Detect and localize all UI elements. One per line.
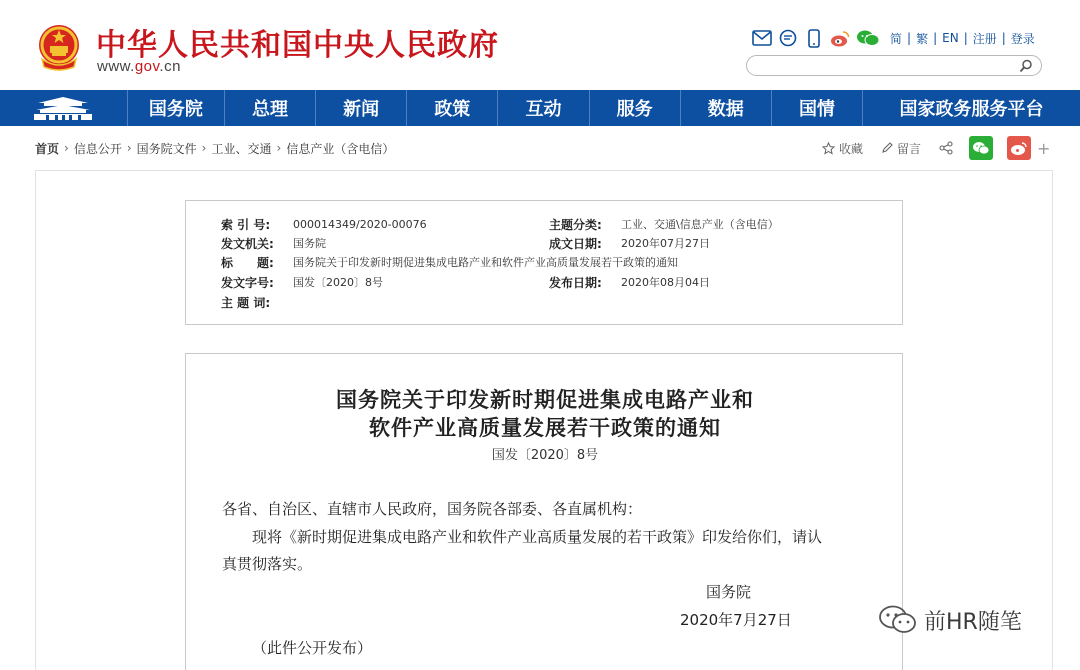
main-nav (0, 90, 1080, 126)
lang-simplified-link[interactable]: 简 (890, 31, 903, 46)
nav-item-data[interactable] (680, 90, 771, 126)
document-body-line2: 真贯彻落实。 (222, 555, 313, 573)
weibo-icon (1010, 141, 1028, 156)
search-box (746, 55, 1042, 76)
mobile-icon[interactable] (804, 28, 824, 48)
meta-created-row (549, 234, 710, 252)
document-metadata (185, 200, 903, 325)
site-url-prefix: www. (97, 58, 135, 75)
divider: | (907, 31, 912, 45)
meta-index-value: 000014349/2020-00076 (293, 217, 427, 231)
nav-item-national-info[interactable] (771, 90, 862, 126)
nav-item-policy[interactable] (406, 90, 497, 126)
search-icon[interactable] (1019, 59, 1033, 73)
chevron-right-icon: › (126, 141, 132, 155)
lang-traditional-link[interactable]: 繁 (916, 31, 929, 46)
meta-index-label: 索 引 号: (221, 217, 271, 232)
breadcrumb-info-disclosure[interactable]: 信息公开 (73, 141, 122, 156)
comment-button[interactable] (881, 140, 921, 157)
pencil-icon (881, 142, 893, 154)
tiananmen-icon (32, 95, 94, 121)
watermark-text: 前HR随笔 (924, 609, 1022, 635)
meta-issuer-label: 发文机关: (221, 236, 274, 251)
divider: | (933, 31, 938, 45)
site-url-suffix: .cn (159, 58, 181, 75)
meta-created-value: 2020年07月27日 (621, 237, 710, 250)
login-link[interactable]: 登录 (1010, 31, 1035, 46)
meta-created-label: 成文日期: (549, 236, 602, 251)
site-url-domain: gov (134, 58, 160, 75)
nav-item-gov-service-platform[interactable] (862, 90, 1080, 126)
meta-topic-label: 主题分类: (549, 217, 602, 232)
site-url[interactable] (97, 58, 181, 75)
nav-item-label: 国家政务服务平台 (899, 99, 1044, 120)
nav-item-label: 新闻 (343, 99, 380, 120)
breadcrumb-home[interactable]: 首页 (35, 141, 60, 156)
document-public-note: （此件公开发布） (252, 639, 373, 657)
meta-published-value: 2020年08月04日 (621, 276, 710, 289)
star-icon (822, 142, 835, 155)
wechat-icon (972, 141, 990, 156)
document-salutation: 各省、自治区、直辖市人民政府，国务院各部委、各直属机构： (222, 500, 643, 518)
meta-keywords-label: 主 题 词: (221, 295, 271, 310)
mail-icon[interactable] (752, 28, 772, 48)
favorite-button[interactable] (822, 140, 863, 157)
nav-home-button[interactable] (0, 90, 127, 126)
share-button[interactable] (939, 141, 957, 155)
nav-item-label: 国务院 (148, 99, 203, 120)
meta-keywords-row (221, 293, 293, 311)
meta-issuer-value: 国务院 (293, 237, 326, 250)
chevron-right-icon: › (64, 141, 69, 155)
nav-item-premier[interactable] (224, 90, 315, 126)
share-wechat-button[interactable] (969, 136, 993, 160)
meta-docno-value: 国发〔2020〕8号 (293, 276, 383, 289)
chevron-right-icon: › (276, 141, 282, 155)
document-body (185, 353, 903, 670)
meta-published-row (549, 273, 710, 291)
lang-english-link[interactable]: EN (942, 31, 959, 45)
document-body-line1: 现将《新时期促进集成电路产业和软件产业高质量发展的若干政策》印发给你们，请认 (252, 528, 823, 546)
meta-docno-row (221, 273, 383, 291)
national-emblem-icon[interactable] (36, 23, 82, 73)
document-date: 2020年7月27日 (680, 611, 792, 629)
breadcrumb-industry-transport[interactable]: 工业、交通 (211, 141, 272, 156)
document-number: 国发〔2020〕8号 (491, 448, 599, 463)
comment-label: 留言 (897, 141, 922, 156)
divider: | (1001, 31, 1006, 45)
breadcrumb-state-council-docs[interactable]: 国务院文件 (136, 141, 197, 156)
site-header (0, 0, 1080, 90)
nav-item-state-council[interactable] (127, 90, 224, 126)
watermark (878, 604, 1022, 636)
nav-item-label: 数据 (707, 99, 744, 120)
breadcrumb-information-industry[interactable]: 信息产业（含电信） (286, 141, 395, 156)
nav-item-label: 国情 (798, 99, 835, 120)
divider: | (963, 31, 968, 45)
chevron-right-icon: › (201, 141, 207, 155)
share-bar (822, 136, 1050, 160)
meta-issuer-row (221, 234, 326, 252)
document-title-line1: 国务院关于印发新时期促进集成电路产业和 (336, 387, 754, 412)
meta-topic-row (549, 215, 779, 233)
breadcrumb (35, 140, 394, 156)
nav-item-services[interactable] (589, 90, 680, 126)
meta-topic-value: 工业、交通\信息产业（含电信） (621, 218, 779, 231)
share-weibo-button[interactable] (1007, 136, 1031, 160)
wechat-icon[interactable] (856, 28, 880, 48)
document-title-line2: 软件产业高质量发展若干政策的通知 (369, 415, 721, 440)
language-links (890, 30, 1035, 47)
top-tools (752, 28, 1035, 48)
nav-item-label: 互动 (525, 99, 562, 120)
meta-title-row (221, 253, 678, 271)
meta-docno-label: 发文字号: (221, 275, 274, 290)
favorite-label: 收藏 (839, 141, 864, 156)
meta-published-label: 发布日期: (549, 275, 602, 290)
document-signer: 国务院 (706, 583, 752, 601)
share-icon (939, 141, 953, 155)
nav-item-label: 总理 (252, 99, 288, 120)
nav-item-news[interactable] (315, 90, 406, 126)
nav-item-label: 服务 (616, 99, 653, 120)
nav-item-label: 政策 (434, 99, 471, 120)
meta-title-label: 标 题: (221, 255, 274, 270)
register-link[interactable]: 注册 (972, 31, 997, 46)
weibo-icon[interactable] (830, 28, 850, 48)
more-share-icon[interactable]: + (1037, 138, 1051, 158)
wechat-watermark-icon (878, 604, 918, 636)
chat-icon[interactable] (778, 28, 798, 48)
search-input[interactable] (757, 58, 1017, 73)
nav-item-interaction[interactable] (497, 90, 588, 126)
meta-index-row (221, 215, 427, 233)
site-title[interactable]: 中华人民共和国中央人民政府 (96, 28, 499, 63)
meta-title-value: 国务院关于印发新时期促进集成电路产业和软件产业高质量发展若干政策的通知 (293, 256, 678, 269)
